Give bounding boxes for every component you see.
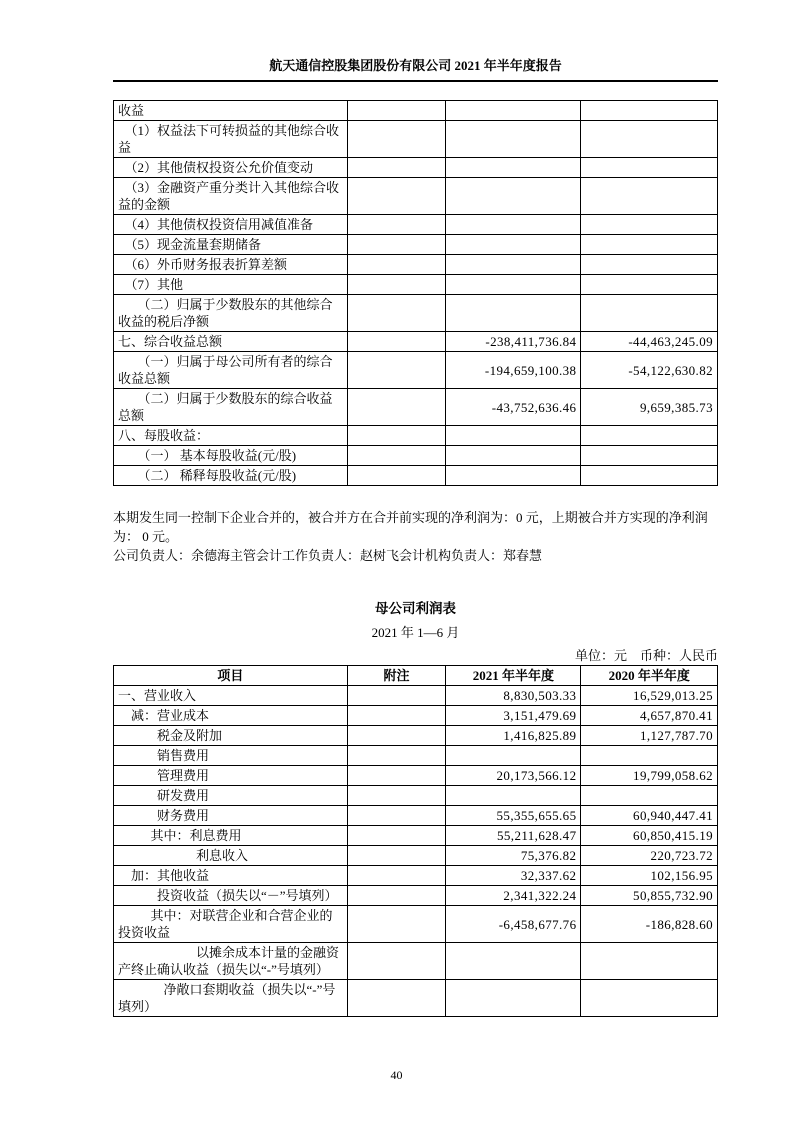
row-value-2021	[446, 426, 581, 446]
row-label: 加：其他收益	[114, 866, 348, 886]
row-value-2020: 19,799,058.62	[581, 766, 718, 786]
row-value-2021	[446, 786, 581, 806]
row-value-2021	[446, 746, 581, 766]
row-label: （4）其他债权投资信用减值准备	[114, 215, 348, 235]
row-label: 减：营业成本	[114, 706, 348, 726]
row-value-2020	[581, 426, 718, 446]
row-value-2020	[581, 158, 718, 178]
row-note	[347, 446, 445, 466]
row-label: （7）其他	[114, 275, 348, 295]
row-value-2020: 60,850,415.19	[581, 826, 718, 846]
row-label: （一） 基本每股收益(元/股)	[114, 446, 348, 466]
table-row	[114, 121, 718, 158]
row-value-2021: 55,211,628.47	[446, 826, 581, 846]
column-header-2021: 2021 年半年度	[446, 666, 581, 686]
row-label: 一、营业收入	[114, 686, 348, 706]
row-value-2020	[581, 943, 718, 980]
row-value-2021	[446, 158, 581, 178]
row-note	[347, 766, 445, 786]
row-note	[347, 352, 445, 389]
row-label: （1）权益法下可转损益的其他综合收益	[114, 121, 348, 158]
row-note	[347, 178, 445, 215]
notes-paragraphs	[113, 508, 718, 565]
table-row	[114, 706, 718, 726]
row-value-2020	[581, 275, 718, 295]
table-row	[114, 866, 718, 886]
row-note	[347, 158, 445, 178]
table-row	[114, 980, 718, 1017]
row-note	[347, 980, 445, 1017]
row-note	[347, 121, 445, 158]
row-value-2020: -54,122,630.82	[581, 352, 718, 389]
row-note	[347, 686, 445, 706]
row-value-2021: 1,416,825.89	[446, 726, 581, 746]
row-label: 投资收益（损失以“－”号填列）	[114, 886, 348, 906]
row-note	[347, 275, 445, 295]
row-value-2020	[581, 786, 718, 806]
row-value-2021	[446, 980, 581, 1017]
table-row	[114, 332, 718, 352]
row-label: （2）其他债权投资公允价值变动	[114, 158, 348, 178]
comprehensive-income-table	[113, 100, 718, 486]
row-value-2020: 9,659,385.73	[581, 389, 718, 426]
table-row	[114, 275, 718, 295]
row-note	[347, 886, 445, 906]
row-value-2020: 50,855,732.90	[581, 886, 718, 906]
table-row	[114, 101, 718, 121]
row-value-2020	[581, 466, 718, 486]
table-row	[114, 389, 718, 426]
row-label: 净敞口套期收益（损失以“-”号填列）	[114, 980, 348, 1017]
row-note	[347, 235, 445, 255]
table-row	[114, 178, 718, 215]
table-row	[114, 726, 718, 746]
table-row	[114, 352, 718, 389]
row-value-2021: 8,830,503.33	[446, 686, 581, 706]
row-value-2021: 32,337.62	[446, 866, 581, 886]
row-note	[347, 466, 445, 486]
table-row	[114, 766, 718, 786]
row-label: 以摊余成本计量的金融资产终止确认收益（损失以“-”号填列）	[114, 943, 348, 980]
row-label: （二）归属于少数股东的其他综合收益的税后净额	[114, 295, 348, 332]
row-value-2021: -43,752,636.46	[446, 389, 581, 426]
row-label: （6）外币财务报表折算差额	[114, 255, 348, 275]
row-note	[347, 826, 445, 846]
row-note	[347, 846, 445, 866]
row-label: （5）现金流量套期储备	[114, 235, 348, 255]
row-value-2020: 1,127,787.70	[581, 726, 718, 746]
row-value-2021: 55,355,655.65	[446, 806, 581, 826]
table-header-row	[114, 666, 718, 686]
row-note	[347, 866, 445, 886]
row-value-2020: 4,657,870.41	[581, 706, 718, 726]
row-value-2021: 3,151,479.69	[446, 706, 581, 726]
row-note	[347, 101, 445, 121]
table-row	[114, 426, 718, 446]
table-row	[114, 686, 718, 706]
row-value-2020: 16,529,013.25	[581, 686, 718, 706]
row-label: 管理费用	[114, 766, 348, 786]
row-value-2021: -238,411,736.84	[446, 332, 581, 352]
parent-income-statement-table	[113, 665, 718, 1017]
reporting-period-subtitle: 2021 年 1—6 月	[371, 625, 460, 640]
row-label: 销售费用	[114, 746, 348, 766]
table-row	[114, 906, 718, 943]
row-label: （一）归属于母公司所有者的综合收益总额	[114, 352, 348, 389]
row-value-2021	[446, 215, 581, 235]
table-row	[114, 295, 718, 332]
table-row	[114, 886, 718, 906]
row-value-2021	[446, 121, 581, 158]
row-value-2021	[446, 943, 581, 980]
row-value-2020	[581, 295, 718, 332]
row-note	[347, 215, 445, 235]
row-label: 财务费用	[114, 806, 348, 826]
column-header-2020: 2020 年半年度	[581, 666, 718, 686]
row-value-2021: 20,173,566.12	[446, 766, 581, 786]
row-label: 利息收入	[114, 846, 348, 866]
row-note	[347, 389, 445, 426]
page-content	[113, 55, 718, 1017]
row-value-2020	[581, 980, 718, 1017]
row-label: 研发费用	[114, 786, 348, 806]
row-note	[347, 906, 445, 943]
table-row	[114, 943, 718, 980]
table-row	[114, 746, 718, 766]
row-value-2020: -186,828.60	[581, 906, 718, 943]
table-row	[114, 235, 718, 255]
row-value-2021	[446, 466, 581, 486]
merger-note-paragraph: 本期发生同一控制下企业合并的，被合并方在合并前实现的净利润为：0 元，上期被合并方实现的净利润为： 0 元。	[113, 510, 708, 544]
row-value-2020: -44,463,245.09	[581, 332, 718, 352]
row-note	[347, 332, 445, 352]
row-value-2020	[581, 446, 718, 466]
row-note	[347, 726, 445, 746]
table-row	[114, 826, 718, 846]
table-row	[114, 466, 718, 486]
row-note	[347, 706, 445, 726]
row-label: 其中：对联营企业和合营企业的投资收益	[114, 906, 348, 943]
row-value-2021	[446, 275, 581, 295]
row-label: （3）金融资产重分类计入其他综合收益的金额	[114, 178, 348, 215]
row-value-2021	[446, 178, 581, 215]
table-row	[114, 446, 718, 466]
row-note	[347, 255, 445, 275]
responsible-persons-paragraph: 公司负责人：余德海主管会计工作负责人：赵树飞会计机构负责人：郑春慧	[113, 548, 543, 563]
column-header-item: 项目	[114, 666, 348, 686]
row-value-2021: 75,376.82	[446, 846, 581, 866]
parent-income-statement-title: 母公司利润表	[375, 601, 456, 616]
row-value-2021: -6,458,677.76	[446, 906, 581, 943]
row-value-2020: 220,723.72	[581, 846, 718, 866]
row-value-2020	[581, 235, 718, 255]
row-value-2021	[446, 255, 581, 275]
row-label: 七、综合收益总额	[114, 332, 348, 352]
table-row	[114, 806, 718, 826]
row-note	[347, 806, 445, 826]
row-note	[347, 786, 445, 806]
row-value-2020: 60,940,447.41	[581, 806, 718, 826]
row-label: （二）归属于少数股东的综合收益总额	[114, 389, 348, 426]
row-value-2021: 2,341,322.24	[446, 886, 581, 906]
table-row	[114, 786, 718, 806]
row-label: （二） 稀释每股收益(元/股)	[114, 466, 348, 486]
table-row	[114, 255, 718, 275]
row-value-2020	[581, 121, 718, 158]
row-label: 其中：利息费用	[114, 826, 348, 846]
row-value-2021	[446, 295, 581, 332]
row-value-2020	[581, 255, 718, 275]
row-value-2021	[446, 235, 581, 255]
page-number: 40	[390, 1068, 403, 1082]
table-row	[114, 158, 718, 178]
row-label: 税金及附加	[114, 726, 348, 746]
row-label: 收益	[114, 101, 348, 121]
document-header-title: 航天通信控股集团股份有限公司 2021 年半年度报告	[113, 55, 718, 82]
row-value-2021	[446, 446, 581, 466]
row-value-2021: -194,659,100.38	[446, 352, 581, 389]
currency-unit-line: 单位：元 币种：人民币	[574, 648, 718, 663]
table-row	[114, 846, 718, 866]
row-label: 八、每股收益：	[114, 426, 348, 446]
row-value-2020	[581, 215, 718, 235]
row-note	[347, 746, 445, 766]
row-note	[347, 295, 445, 332]
column-header-note: 附注	[347, 666, 445, 686]
row-value-2020: 102,156.95	[581, 866, 718, 886]
row-value-2020	[581, 101, 718, 121]
row-value-2021	[446, 101, 581, 121]
row-note	[347, 426, 445, 446]
table-row	[114, 215, 718, 235]
row-value-2020	[581, 746, 718, 766]
row-note	[347, 943, 445, 980]
row-value-2020	[581, 178, 718, 215]
